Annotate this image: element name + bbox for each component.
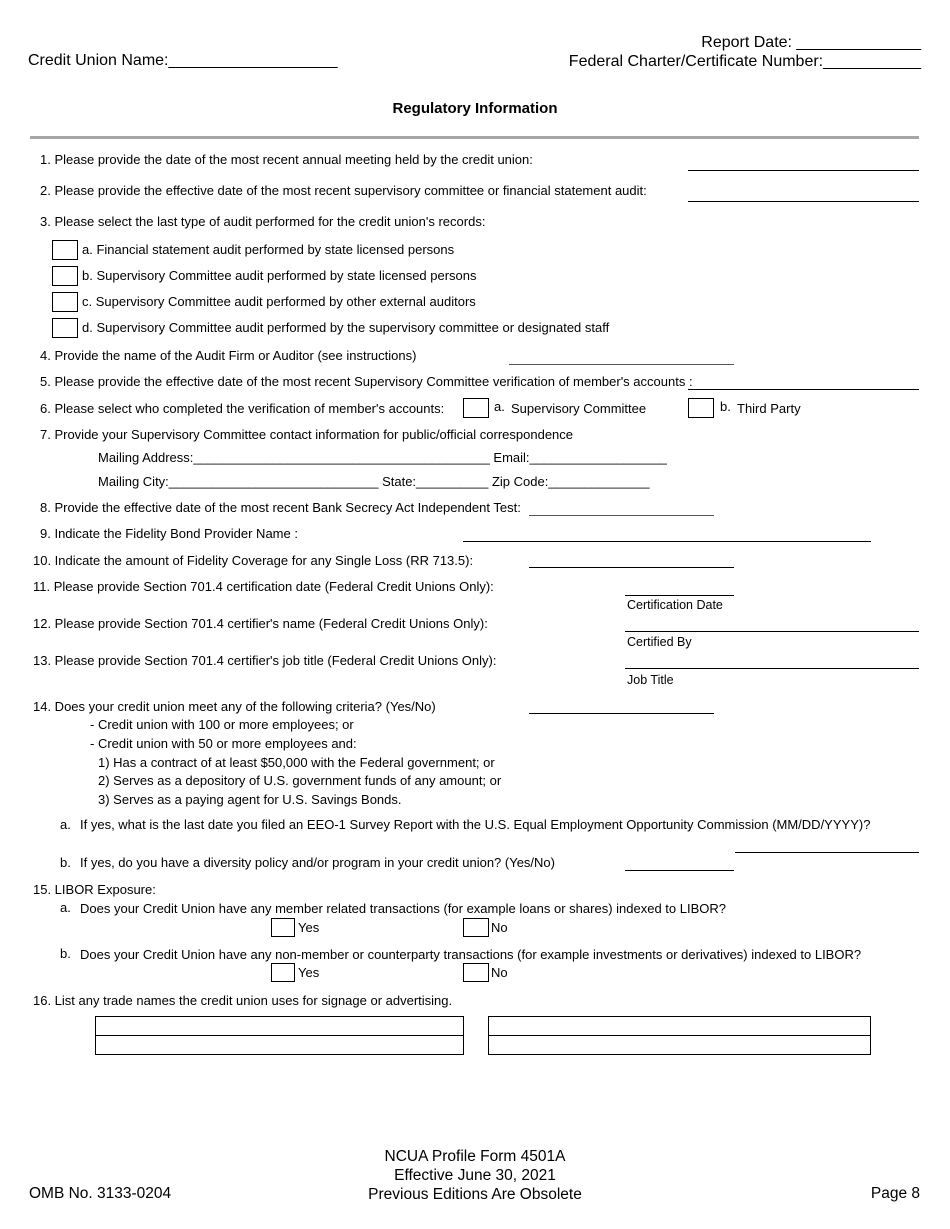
q6-b-letter: b. — [720, 399, 731, 414]
q3-d-label: d. Supervisory Committee audit performed by the supervisory committee or designated staff — [82, 320, 610, 335]
question-9: 9. Indicate the Fidelity Bond Provider Name : — [40, 526, 298, 541]
q14-criteria-item: 1) Has a contract of at least $50,000 with the Federal government; or — [98, 755, 495, 770]
question-13: 13. Please provide Section 701.4 certifier's job title (Federal Credit Unions Only): — [33, 653, 497, 668]
q3-a-checkbox[interactable] — [52, 240, 78, 260]
q15a-yes-checkbox[interactable] — [271, 918, 295, 937]
q15b-no-label: No — [491, 965, 508, 980]
q12-answer-line[interactable] — [625, 631, 919, 632]
question-5: 5. Please provide the effective date of the most recent Supervisory Committee verification of member's accounts : — [40, 374, 693, 389]
q14-answer-line[interactable] — [529, 713, 714, 714]
q15a-yes-label: Yes — [298, 920, 320, 935]
q6-b-label: Third Party — [737, 401, 801, 416]
trade-name-input[interactable] — [488, 1016, 871, 1036]
footer-page-number: Page 8 — [870, 1185, 920, 1202]
question-7: 7. Provide your Supervisory Committee contact information for public/official correspondence — [40, 427, 574, 442]
q3-c-checkbox[interactable] — [52, 292, 78, 312]
q7-city-state-zip[interactable]: Mailing City:_____________________________ State:__________ Zip Code:______________ — [98, 474, 650, 489]
question-15a: Does your Credit Union have any member related transactions (for example loans or shares) indexed to LIBOR? — [80, 901, 726, 916]
q15b-yes-checkbox[interactable] — [271, 963, 295, 982]
q6-b-checkbox[interactable] — [688, 398, 714, 418]
credit-union-name-field[interactable]: Credit Union Name:___________________ — [28, 52, 338, 69]
question-10: 10. Indicate the amount of Fidelity Coverage for any Single Loss (RR 713.5): — [33, 553, 474, 568]
page-title: Regulatory Information — [392, 100, 558, 117]
q5-answer-line[interactable] — [688, 389, 919, 390]
q10-answer-line[interactable] — [529, 567, 734, 568]
question-14a: If yes, what is the last date you filed an EEO-1 Survey Report with the U.S. Equal Employment Opportunity Commission (MM/DD/YYYY)? — [80, 817, 871, 832]
q14-criteria-item: - Credit union with 50 or more employees and: — [90, 736, 357, 751]
trade-name-input[interactable] — [488, 1035, 871, 1055]
question-16: 16. List any trade names the credit union uses for signage or advertising. — [33, 993, 453, 1008]
q11-answer-line[interactable] — [625, 595, 734, 596]
q15a-letter: a. — [60, 900, 71, 915]
q14-criteria-item: 2) Serves as a depository of U.S. government funds of any amount; or — [98, 773, 502, 788]
q15b-no-checkbox[interactable] — [463, 963, 489, 982]
q15a-no-label: No — [491, 920, 508, 935]
question-12: 12. Please provide Section 701.4 certifier's name (Federal Credit Unions Only): — [33, 616, 488, 631]
question-15: 15. LIBOR Exposure: — [33, 882, 156, 897]
question-6: 6. Please select who completed the verification of member's accounts: — [40, 401, 445, 416]
trade-name-input[interactable] — [95, 1016, 464, 1036]
q12-caption: Certified By — [627, 635, 692, 649]
question-14b: If yes, do you have a diversity policy and/or program in your credit union? (Yes/No) — [80, 855, 555, 870]
q11-caption: Certification Date — [627, 598, 723, 612]
question-8: 8. Provide the effective date of the most recent Bank Secrecy Act Independent Test: — [40, 500, 521, 515]
question-4: 4. Provide the name of the Audit Firm or Auditor (see instructions) — [40, 348, 417, 363]
footer-effective-date: Effective June 30, 2021 — [394, 1167, 556, 1184]
q7-mailing-address-email[interactable]: Mailing Address:_________________________________________ Email:___________________ — [98, 450, 667, 465]
q6-a-letter: a. — [494, 399, 505, 414]
report-date-field[interactable]: Report Date: ______________ — [701, 34, 921, 51]
footer-form-name: NCUA Profile Form 4501A — [384, 1148, 566, 1165]
question-1: 1. Please provide the date of the most recent annual meeting held by the credit union: — [40, 152, 533, 167]
q2-answer-line[interactable] — [688, 201, 919, 202]
q9-answer-line[interactable] — [463, 541, 871, 542]
charter-number-field[interactable]: Federal Charter/Certificate Number:___________ — [568, 53, 921, 70]
title-divider — [30, 136, 919, 139]
question-11: 11. Please provide Section 701.4 certification date (Federal Credit Unions Only): — [33, 579, 494, 594]
q3-c-label: c. Supervisory Committee audit performed by other external auditors — [82, 294, 476, 309]
footer-obsolete-note: Previous Editions Are Obsolete — [368, 1186, 582, 1203]
q3-a-label: a. Financial statement audit performed by state licensed persons — [82, 242, 455, 257]
q15a-no-checkbox[interactable] — [463, 918, 489, 937]
q15b-yes-label: Yes — [298, 965, 320, 980]
trade-name-input[interactable] — [95, 1035, 464, 1055]
q6-a-label: Supervisory Committee — [511, 401, 647, 416]
q14b-answer-line[interactable] — [625, 870, 734, 871]
q3-b-checkbox[interactable] — [52, 266, 78, 286]
question-14: 14. Does your credit union meet any of the following criteria? (Yes/No) — [33, 699, 436, 714]
question-3: 3. Please select the last type of audit performed for the credit union's records: — [40, 214, 486, 229]
footer-omb-number: OMB No. 3133-0204 — [29, 1185, 172, 1202]
q14-criteria-item: - Credit union with 100 or more employees; or — [90, 717, 354, 732]
question-15b: Does your Credit Union have any non-member or counterparty transactions (for example investments or derivatives) indexed to LIBOR? — [80, 947, 862, 962]
q6-a-checkbox[interactable] — [463, 398, 489, 418]
q8-answer-line[interactable] — [529, 515, 714, 516]
q13-caption: Job Title — [627, 673, 674, 687]
question-2: 2. Please provide the effective date of the most recent supervisory committee or financial statement audit: — [40, 183, 647, 198]
q13-answer-line[interactable] — [625, 668, 919, 669]
q14a-letter: a. — [60, 817, 71, 832]
q4-answer-line[interactable] — [509, 364, 734, 365]
q3-d-checkbox[interactable] — [52, 318, 78, 338]
q14a-answer-line[interactable] — [735, 852, 919, 853]
q15b-letter: b. — [60, 946, 71, 961]
q14-criteria-item: 3) Serves as a paying agent for U.S. Savings Bonds. — [98, 792, 402, 807]
q14b-letter: b. — [60, 855, 71, 870]
q3-b-label: b. Supervisory Committee audit performed by state licensed persons — [82, 268, 477, 283]
q1-answer-line[interactable] — [688, 170, 919, 171]
